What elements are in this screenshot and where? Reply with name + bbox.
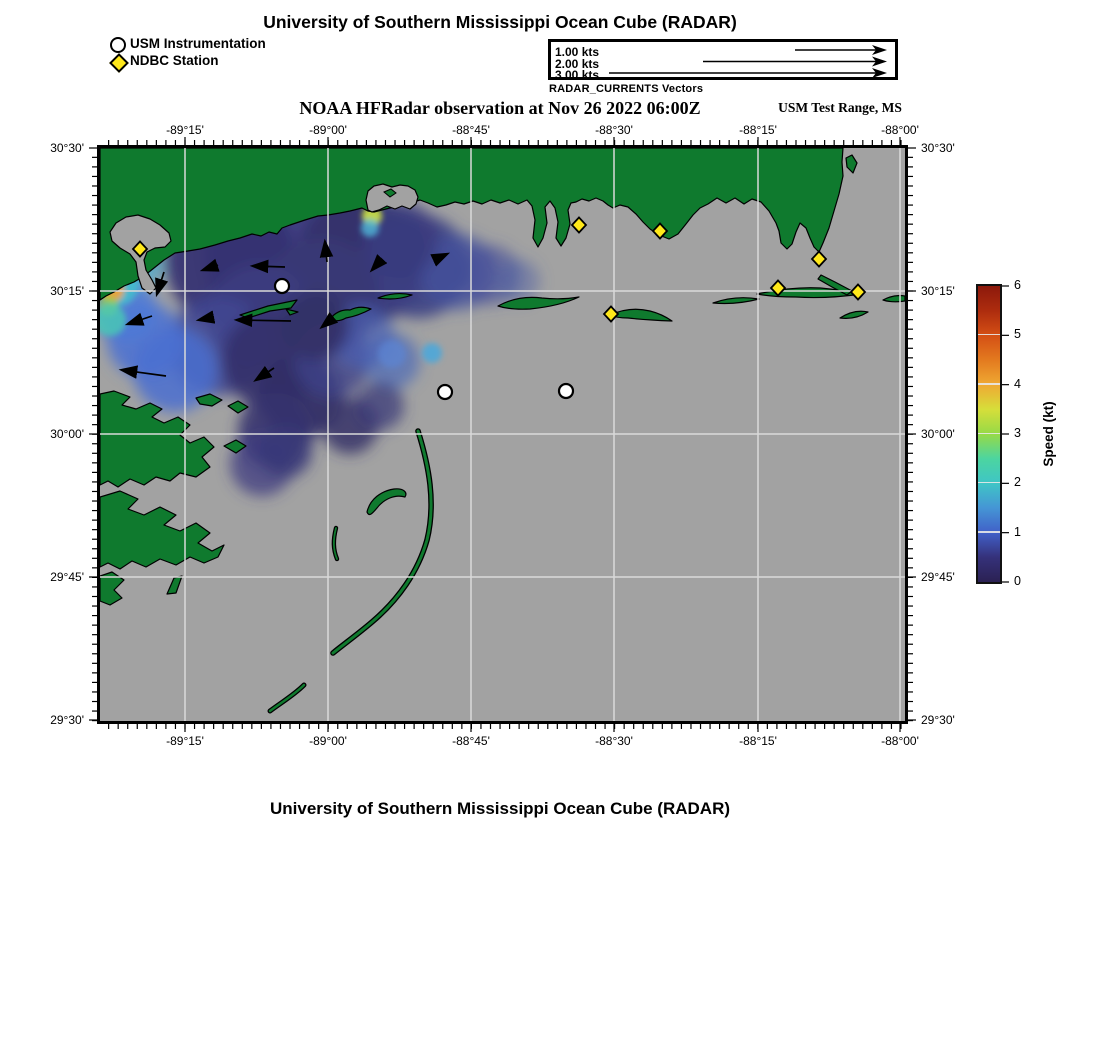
page-title: University of Southern Mississippi Ocean Cube (RADAR) [263, 12, 737, 32]
y-tick-label: 29°45' [50, 570, 84, 584]
speed-field-blob [356, 382, 404, 430]
speed-field-blob [378, 340, 406, 368]
colorbar-separator [978, 531, 1000, 532]
x-tick-label: -88°15' [739, 734, 777, 748]
usm-station-marker [559, 384, 573, 398]
x-tick-label: -89°00' [309, 123, 347, 137]
usm-station-marker [275, 279, 289, 293]
x-tick-label: -88°00' [881, 123, 919, 137]
observation-subtitle: NOAA HFRadar observation at Nov 26 2022 06:00Z [299, 98, 701, 118]
y-tick-label: 30°15' [921, 284, 955, 298]
current-vector-arrow [237, 320, 291, 321]
x-tick-label: -88°30' [595, 734, 633, 748]
colorbar-tick-label: 6 [1014, 278, 1021, 292]
usm-station-marker [438, 385, 452, 399]
legend-label: NDBC Station [130, 53, 219, 68]
colorbar-separator [978, 482, 1000, 483]
x-tick-label: -89°15' [166, 734, 204, 748]
colorbar-separator [978, 433, 1000, 434]
y-tick-label: 29°30' [921, 713, 955, 727]
colorbar [976, 284, 1002, 584]
vector-scale-caption: RADAR_CURRENTS Vectors [549, 83, 704, 95]
legend-label: USM Instrumentation [130, 36, 266, 51]
speed-field-blob [496, 259, 540, 303]
speed-field-blob [422, 343, 442, 363]
y-tick-label: 30°00' [50, 427, 84, 441]
x-tick-label: -88°30' [595, 123, 633, 137]
usm-circle-icon [110, 37, 126, 53]
map-plot [100, 148, 905, 721]
colorbar-tick-label: 5 [1014, 327, 1021, 342]
y-tick-label: 29°30' [50, 713, 84, 727]
y-tick-label: 29°45' [921, 570, 955, 584]
colorbar-separator [978, 383, 1000, 384]
vector-scale-arrows [551, 42, 895, 77]
test-range-label: USM Test Range, MS [778, 100, 902, 115]
colorbar-axis-label: Speed (kt) [1041, 401, 1056, 467]
x-tick-label: -88°00' [881, 734, 919, 748]
ndbc-diamond-icon [109, 53, 129, 73]
colorbar-separator [978, 334, 1000, 335]
x-tick-label: -88°45' [452, 734, 490, 748]
colorbar-tick-label: 1 [1014, 524, 1021, 539]
x-tick-label: -88°15' [739, 123, 777, 137]
y-tick-label: 30°00' [921, 427, 955, 441]
footer-title: University of Southern Mississippi Ocean Cube (RADAR) [269, 799, 731, 818]
speed-field-blob [361, 219, 379, 237]
vector-scale-entry-label: 2.00 kts [555, 56, 600, 71]
map-frame [97, 145, 908, 724]
y-tick-label: 30°30' [50, 141, 84, 155]
x-tick-label: -88°45' [452, 123, 490, 137]
colorbar-tick-label: 2 [1014, 475, 1021, 490]
colorbar-tick-label: 4 [1014, 376, 1021, 391]
colorbar-tick-label: 3 [1014, 426, 1021, 440]
y-tick-label: 30°15' [50, 284, 84, 298]
x-tick-label: -89°15' [166, 123, 204, 137]
vector-scale-entry-label: 1.00 kts [555, 45, 600, 59]
y-tick-label: 30°30' [921, 141, 955, 155]
vector-scale-box [548, 39, 898, 80]
colorbar-tick-label: 0 [1014, 574, 1021, 588]
st-louis-bay [366, 184, 418, 212]
x-tick-label: -89°00' [309, 734, 347, 748]
vector-scale-entry-label: 3.00 kts [555, 68, 600, 82]
current-vector-arrow [253, 266, 285, 267]
